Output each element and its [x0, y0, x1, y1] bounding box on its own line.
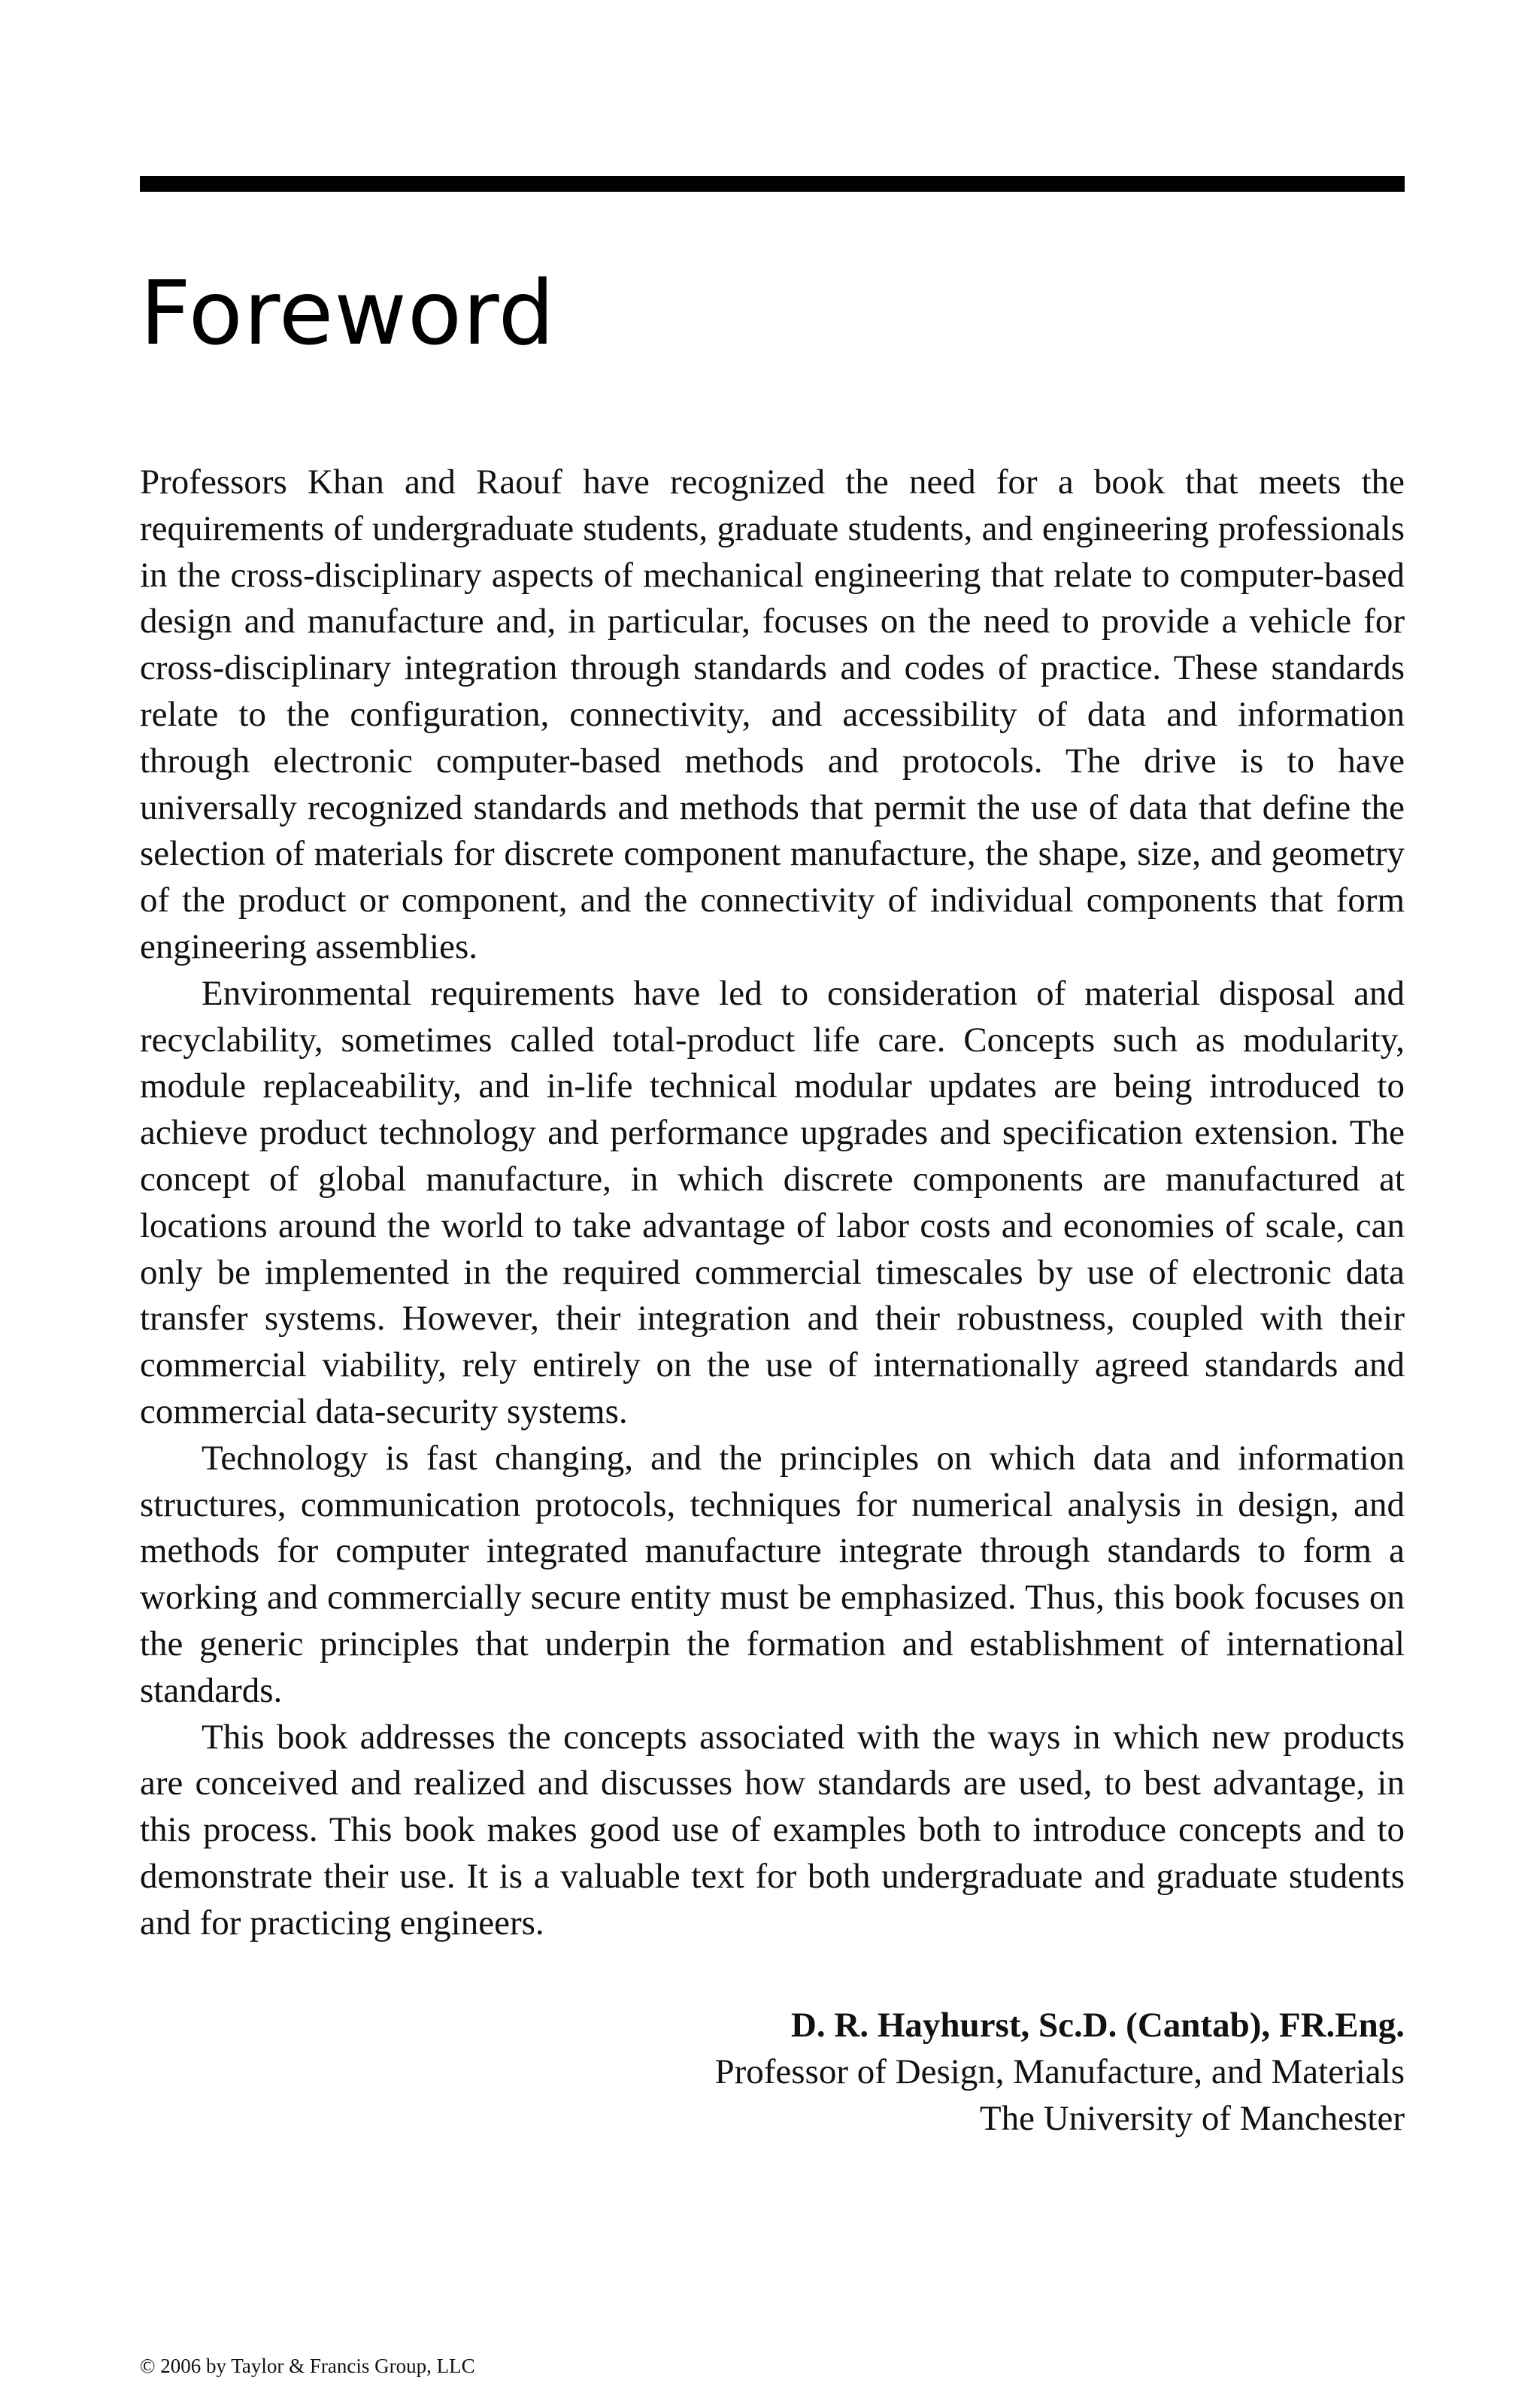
paragraph: This book addresses the concepts associated with the ways in which new products are conceived and realized and discusses how standards are used, to best advantage, in this process. This book makes good use of examples both to introduce concepts and to demonstrate their use. It is a valuable text for both undergraduate and graduate students and for practicing engineers.	[140, 1717, 1405, 1942]
chapter-title: Foreword	[140, 261, 556, 365]
signature-block	[714, 2002, 1405, 2142]
paragraph: Technology is fast changing, and the principles on which data and information structures, communication protocols, techniques for numerical analysis in design, and methods for computer integrated manufacture integrate through standards to form a working and commercially secure entity must be emphasized. Thus, this book focuses on the generic principles that underpin the formation and establishment of international standards.	[140, 1438, 1405, 1710]
paragraph: Environmental requirements have led to consideration of material disposal and recyclability, sometimes called total-product life care. Concepts such as modularity, module replaceability, and in-life technical modular updates are being introduced to achieve product technology and performance upgrades and specification extension. The concept of global manufacture, in which discrete components are manufactured at locations around the world to take advantage of labor costs and economies of scale, can only be implemented in the required commercial timescales by use of electronic data transfer systems. However, their integration and their robustness, coupled with their commercial viability, rely entirely on the use of internationally agreed standards and commercial data-security systems.	[140, 973, 1405, 1431]
foreword-body	[140, 459, 1405, 1947]
chapter-top-rule	[140, 176, 1405, 192]
author-position: Professor of Design, Manufacture, and Materials	[714, 2052, 1405, 2091]
author-affiliation: The University of Manchester	[979, 2099, 1405, 2138]
copyright-footer: © 2006 by Taylor & Francis Group, LLC	[140, 2355, 475, 2377]
paragraph: Professors Khan and Raouf have recognized the need for a book that meets the requirements of undergraduate students, graduate students, and engineering professionals in the cross-disciplinary aspects of mechanical engineering that relate to computer-based design and manufacture and, in particular, focuses on the need to provide a vehicle for cross-disciplinary integration through standards and codes of practice. These standards relate to the configuration, connectivity, and accessibility of data and information through electronic computer-based methods and protocols. The drive is to have universally recognized standards and methods that permit the use of data that define the selection of materials for discrete component manufacture, the shape, size, and geometry of the product or component, and the connectivity of individual components that form engineering assemblies.	[140, 462, 1405, 966]
author-name: D. R. Hayhurst, Sc.D. (Cantab), FR.Eng.	[790, 2006, 1405, 2045]
